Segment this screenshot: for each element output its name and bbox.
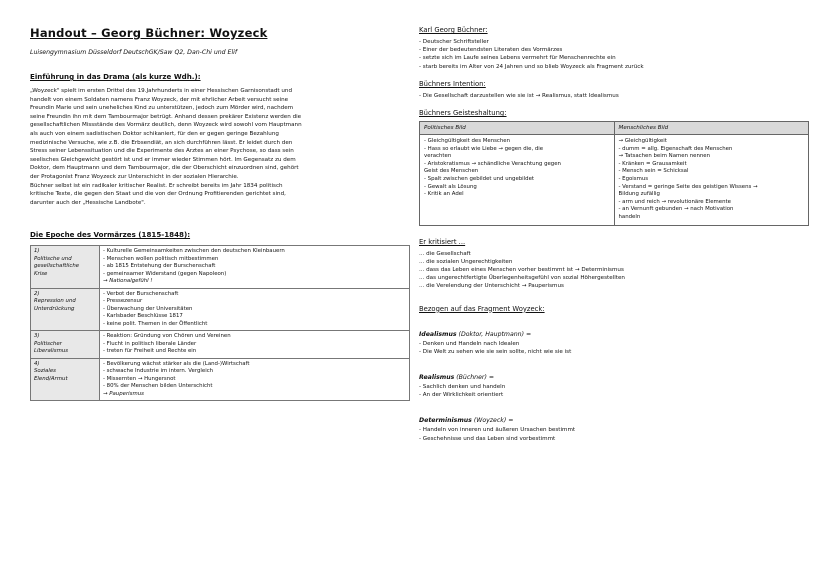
political-cell	[420, 135, 615, 226]
intro-line: seine Freundin ihn mit dem Tambourmajor betrügt. Anhand dessen prekärer Existenz werden die	[30, 113, 302, 120]
realismus-block	[419, 364, 809, 399]
list-item: - Hass so erlaubt wie Liebe → gegen die, die	[424, 145, 544, 152]
list-item: - Kulturelle Gemeinsamkeiten zwischen den deutschen Kleinbauern	[103, 248, 285, 255]
list-item: - Denken und Handeln nach Idealen	[419, 340, 520, 347]
table-row	[31, 358, 410, 401]
haltung-heading: Büchners Geisteshaltung:	[419, 109, 507, 118]
list-item: Bildung zufällig	[618, 191, 660, 198]
list-item: - An der Wirklichkeit orientiert	[419, 392, 504, 399]
list-item: - Handeln von inneren und äußeren Ursachen bestimmt	[419, 427, 576, 434]
bio-heading: Karl Georg Büchner:	[419, 26, 488, 34]
list-item: - Gleichgültigkeit des Menschen	[424, 138, 511, 145]
idealismus-block	[419, 321, 809, 356]
intention-heading: Büchners Intention:	[419, 79, 486, 88]
list-item: ... die sozialen Ungerechtigkeiten	[419, 258, 513, 265]
kritik-heading: Er kritisiert ...	[419, 237, 466, 246]
list-item: → Pauperismus	[103, 390, 144, 397]
subtitle: Luisengymnasium Düsseldorf DeutschGK/Saw Q2, Dan-Chi und Elif	[30, 49, 238, 56]
list-item: - Die Welt zu sehen wie sie sein sollte, nicht wie sie ist	[419, 348, 572, 355]
epoch-items-cell	[100, 288, 410, 331]
list-item: → Gleichgültigkeit	[618, 138, 667, 145]
kritik-list	[419, 250, 809, 291]
list-item: handeln	[618, 213, 641, 220]
bezug-heading: Bezogen auf das Fragment Woyzeck:	[419, 304, 545, 313]
intro-line: Doktor, dem Hauptmann und dem Tambourmajor, die der Oberschicht einzuordnen sind, gehört	[30, 165, 299, 172]
row-label: Politischer	[34, 340, 62, 347]
list-item: Geist des Menschen	[424, 168, 479, 175]
table-header-row	[420, 122, 809, 135]
row-number: 2)	[34, 290, 40, 297]
list-item: - Überwachung der Universitäten	[103, 305, 193, 312]
list-item: ... das ungerechtfertigte Überlegenheitsgefühl von sozial Höhergestellten	[419, 275, 625, 282]
list-item: - Verbot der Burschenschaft	[103, 290, 179, 297]
epoch-label-cell	[31, 246, 100, 289]
epoch-label-cell	[31, 358, 100, 401]
human-cell	[614, 135, 809, 226]
list-item: - Sachlich denken und handeln	[419, 383, 506, 390]
epoch-items-cell	[100, 358, 410, 401]
intro-line: darunter auch der „Hessische Landbote".	[30, 199, 146, 206]
list-item: - treten für Freiheit und Rechte ein	[103, 348, 197, 355]
list-item: - gemeinsamer Widerstand (gegen Napoleon)	[103, 270, 227, 277]
row-label: Krise	[34, 270, 48, 277]
haltung-table	[419, 121, 809, 226]
epoch-heading: Die Epoche des Vormärzes (1815-1848):	[30, 230, 191, 240]
table-row	[31, 246, 410, 289]
intro-line: „Woyzeck" spielt im ersten Drittel des 19.Jahrhunderts in einer Hessischen Garnisonstadt und	[30, 88, 293, 94]
left-column	[30, 26, 410, 401]
intention-text: - Die Gesellschaft darzustellen wie sie ist → Realismus, statt Idealismus	[419, 92, 619, 99]
row-number: 4)	[34, 360, 40, 367]
list-item: ... dass das Leben eines Menschen vorher bestimmt ist → Determinismus	[419, 266, 624, 273]
list-item: - ab 1815 Entstehung der Burschenschaft	[103, 263, 216, 270]
row-label: Unterdrückung	[34, 305, 75, 312]
intro-line: Stress seiner Lebenssituation und die Experimente des Arztes an einer Psychose, so dass sein	[30, 148, 294, 155]
row-label: Repression und	[34, 298, 76, 305]
list-item: - arm und reich → revolutionäre Elemente	[618, 198, 731, 205]
row-label: Elend/Armut	[34, 375, 68, 382]
table-row	[420, 135, 809, 226]
table-row	[31, 288, 410, 331]
list-item: ... die Verelendung der Unterschicht → Pauperismus	[419, 283, 564, 290]
intro-line: Büchner selbst ist ein radikaler kritischer Realist. Er schreibt bereits im Jahr 1834 politisch	[30, 182, 283, 189]
term-label: Determinismus	[419, 417, 472, 425]
list-item: → Nationalgefühl !	[103, 278, 153, 285]
intro-text	[30, 87, 410, 207]
epoch-label-cell	[31, 288, 100, 331]
column-header: Politisches Bild	[420, 122, 615, 135]
intro-line: medizinische Versuche, wie z.B. die Erbsendiät, an sich durchführen lässt. Er leidet durch den	[30, 139, 293, 146]
intro-line: der Protagonist Franz Woyzeck zur Unterschicht in der sozialen Hierarchie.	[30, 173, 239, 180]
list-item: - Missernten → Hungersnot	[103, 375, 176, 382]
list-item: - 80% der Menschen bilden Unterschicht	[103, 383, 213, 390]
list-item: - Karlsbader Beschlüsse 1817	[103, 313, 183, 320]
epoch-label-cell	[31, 331, 100, 359]
intro-line: als auch von einem sadistischen Doktor schikaniert, für den er gegen geringe Bezahlung	[30, 130, 279, 137]
list-item: - Verstand = geringe Seite des geistigen Wissens →	[618, 183, 758, 190]
list-item: - Reaktion: Gründung von Chören und Vereinen	[103, 333, 231, 340]
term-label: Realismus	[419, 373, 455, 381]
list-item: - Pressezensur	[103, 298, 143, 305]
list-item: → Tatsachen beim Namen nennen	[618, 153, 711, 160]
list-item: - Menschen wollen politisch mitbestimmen	[103, 255, 219, 262]
list-item: - dumm = allg. Eigenschaft des Menschen	[618, 145, 733, 152]
intro-heading: Einführung in das Drama (als kurze Wdh.):	[30, 72, 201, 81]
list-item: - Mensch sein = Schicksal	[618, 168, 689, 175]
row-label: Soziales	[34, 368, 56, 375]
epoch-table	[30, 245, 410, 401]
list-item: - Egoismus	[618, 175, 649, 182]
row-label: Politische und	[34, 255, 72, 262]
epoch-items-cell	[100, 246, 410, 289]
list-item: verachten	[424, 153, 452, 160]
intro-line: handelt von einem Soldaten namens Franz Woyzeck, der mit ehrlicher Arbeit versucht seine	[30, 96, 289, 103]
row-number: 1)	[34, 248, 40, 255]
determinismus-block	[419, 407, 809, 442]
page-title: Handout – Georg Büchner: Woyzeck	[30, 26, 268, 40]
list-item: - Aristokratismus → schändliche Verachtung gegen	[424, 160, 561, 167]
table-row	[31, 331, 410, 359]
term-note: (Doktor, Hauptmann) =	[456, 330, 532, 338]
column-header: Menschliches Bild	[614, 122, 809, 135]
row-label: Liberalismus	[34, 348, 69, 355]
intro-line: gesellschaftlichen Missstände des Vormärz deutlich, denn Woyzeck wird sowohl vom Hauptmann	[30, 122, 302, 129]
bio-list	[419, 38, 809, 71]
list-item: - starb bereits im Alter von 24 Jahren und so blieb Woyzeck als Fragment zurück	[419, 63, 644, 70]
list-item: - Bevölkerung wächst stärker als die (Land-)Wirtschaft	[103, 360, 250, 367]
row-label: gesellschaftliche	[34, 263, 80, 270]
intro-line: Freundin Marie und sein uneheliches Kind zu unterstützen, jedoch zum Mörder wird, nachdem	[30, 105, 294, 112]
term-note: (Woyzeck) =	[471, 417, 514, 425]
list-item: - keine polit. Themen in der Öffentlicht	[103, 320, 208, 327]
intro-line: seelisches Gleichgewicht gestört ist und er immer wieder Stimmen hört. Im Gegensatz zu dem	[30, 156, 296, 163]
row-number: 3)	[34, 333, 40, 340]
list-item: - Einer der bedeutendsten Literaten des Vormärzes	[419, 47, 563, 54]
term-label: Idealismus	[419, 330, 457, 338]
list-item: - Deutscher Schriftsteller	[419, 39, 489, 45]
list-item: - Flucht in politisch liberale Länder	[103, 340, 197, 347]
list-item: - Kränken = Grausamkeit	[618, 160, 687, 167]
list-item: ... die Gesellschaft	[419, 250, 471, 257]
list-item: - Kritik an Adel	[424, 191, 464, 198]
list-item: - Geschehnisse und das Leben sind vorbestimmt	[419, 435, 556, 442]
term-note: (Büchner) =	[454, 373, 495, 381]
list-item: - schwache Industrie im intern. Vergleich	[103, 368, 214, 375]
list-item: - setzte sich im Laufe seines Lebens vermehrt für Menschenrechte ein	[419, 55, 616, 62]
intro-line: kritische Texte, die gegen den Staat und die von der Ordnung Profitierenden gerichtet sind,	[30, 191, 286, 198]
epoch-items-cell	[100, 331, 410, 359]
list-item: - Gewalt als Lösung	[424, 183, 477, 190]
list-item: - Spalt zwischen gebildet und ungebildet	[424, 175, 535, 182]
right-column	[419, 26, 809, 443]
list-item: - an Vernunft gebunden → nach Motivation	[618, 206, 734, 213]
